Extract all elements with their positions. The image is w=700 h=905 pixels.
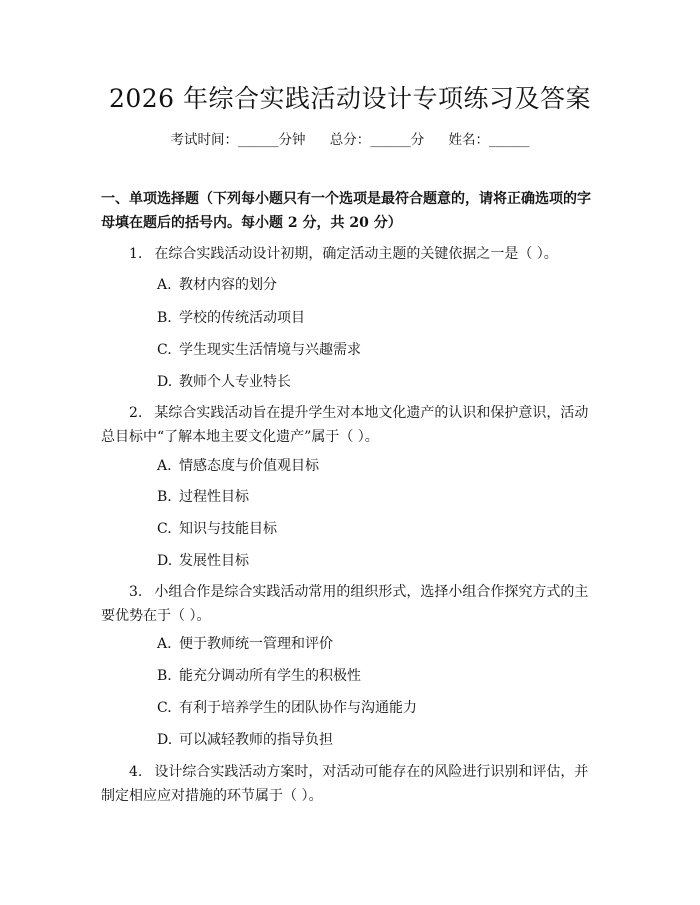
exam-info — [0, 130, 700, 150]
option-letter: C. — [157, 342, 172, 358]
option-text: 过程性目标 — [179, 489, 249, 505]
total-score-field: 总分：______分 — [329, 132, 425, 148]
question-text: 小组合作是综合实践活动常用的组织形式，选择小组合作探究方式的主要优势在于（ ）。 — [101, 584, 589, 624]
question-number: 1. — [129, 246, 143, 262]
option-letter: B. — [157, 668, 172, 684]
option-text: 情感态度与价值观目标 — [179, 458, 319, 474]
option-text: 教师个人专业特长 — [179, 374, 291, 390]
document-title: 2026 年综合实践活动设计专项练习及答案 — [108, 84, 592, 113]
option-text: 学生现实生活情境与兴趣需求 — [179, 342, 361, 358]
option-1d — [157, 372, 291, 392]
option-text: 发展性目标 — [179, 553, 249, 569]
option-2d — [157, 551, 249, 571]
option-text: 知识与技能目标 — [179, 521, 277, 537]
option-1a — [157, 275, 277, 295]
option-letter: A. — [157, 277, 172, 293]
option-letter: D. — [157, 732, 173, 748]
question-text: 设计综合实践活动方案时，对活动可能存在的风险进行识别和评估，并制定相应应对措施的环节属于（ ）。 — [101, 764, 589, 804]
question-number: 4. — [129, 764, 143, 780]
question-1 — [101, 242, 601, 266]
option-2c — [157, 519, 277, 539]
option-letter: C. — [157, 521, 172, 537]
exam-time-field: 考试时间：______分钟 — [170, 132, 306, 148]
question-2 — [101, 401, 601, 449]
option-text: 可以减轻教师的指导负担 — [179, 732, 333, 748]
option-1b — [157, 308, 305, 328]
option-letter: D. — [157, 553, 173, 569]
option-3c — [157, 698, 417, 718]
option-letter: C. — [157, 700, 172, 716]
option-letter: A. — [157, 636, 172, 652]
question-number: 3. — [129, 584, 143, 600]
option-letter: A. — [157, 458, 172, 474]
option-3d — [157, 730, 333, 750]
question-4 — [101, 760, 601, 808]
option-2a — [157, 456, 319, 476]
option-1c — [157, 340, 361, 360]
option-text: 能充分调动所有学生的积极性 — [179, 668, 361, 684]
option-text: 有利于培养学生的团队协作与沟通能力 — [179, 700, 417, 716]
option-text: 教材内容的划分 — [179, 277, 277, 293]
option-letter: D. — [157, 374, 173, 390]
question-3 — [101, 580, 601, 628]
option-letter: B. — [157, 310, 172, 326]
question-number: 2. — [129, 405, 143, 421]
section-heading: 一、单项选择题（下列每小题只有一个选项是最符合题意的，请将正确选项的字母填在题后的括号内。每小题 2 分，共 20 分） — [101, 191, 591, 231]
option-3b — [157, 666, 361, 686]
option-letter: B. — [157, 489, 172, 505]
option-text: 学校的传统活动项目 — [179, 310, 305, 326]
option-2b — [157, 487, 249, 507]
question-text: 在综合实践活动设计初期，确定活动主题的关键依据之一是（ ）。 — [154, 246, 558, 262]
option-text: 便于教师统一管理和评价 — [179, 636, 333, 652]
option-3a — [157, 634, 333, 654]
question-text: 某综合实践活动旨在提升学生对本地文化遗产的认识和保护意识，活动总目标中“了解本地主要文化遗产”属于（ ）。 — [101, 405, 589, 445]
student-name-field: 姓名：______ — [448, 132, 530, 148]
